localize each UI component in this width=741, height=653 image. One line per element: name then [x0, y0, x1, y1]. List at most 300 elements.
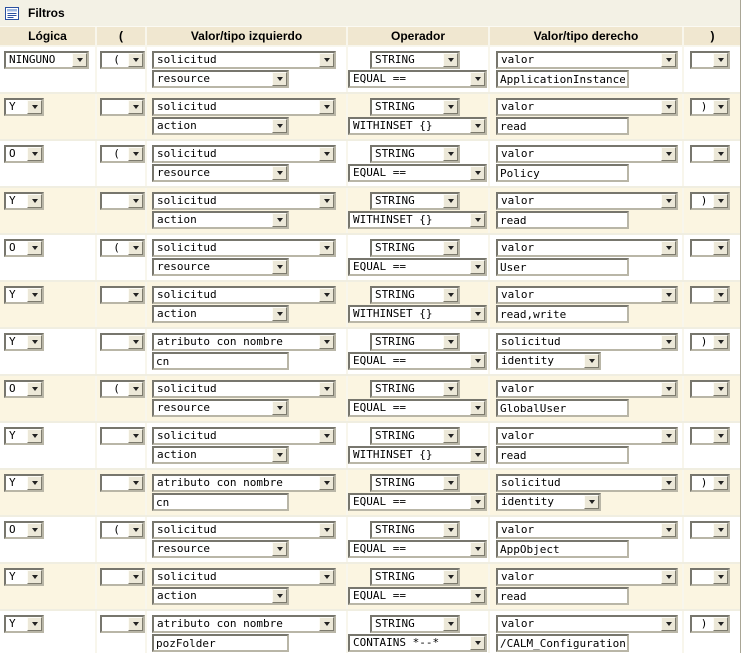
- dropdown-arrow-icon[interactable]: [443, 476, 458, 490]
- dropdown-arrow-icon[interactable]: [128, 53, 143, 67]
- open-paren-dropdown[interactable]: [100, 474, 145, 492]
- open-paren-dropdown[interactable]: [100, 615, 145, 633]
- logic-cell: [0, 235, 97, 280]
- operator-cell: [348, 47, 490, 92]
- left-type-dropdown[interactable]: solicitud: [152, 51, 336, 69]
- dropdown-arrow-icon[interactable]: [661, 194, 676, 208]
- close-paren-dropdown[interactable]: [690, 380, 730, 398]
- close-paren-dropdown[interactable]: ): [690, 615, 730, 633]
- operator-type-dropdown[interactable]: STRING: [370, 474, 460, 492]
- dropdown-arrow-icon[interactable]: [319, 476, 334, 490]
- dropdown-arrow-icon[interactable]: [661, 523, 676, 537]
- panel-titlebar: [0, 0, 740, 26]
- dropdown-arrow-icon[interactable]: [470, 401, 485, 415]
- operator-cell: [348, 329, 490, 374]
- dropdown-arrow-icon[interactable]: [713, 53, 728, 67]
- operator-type-dropdown[interactable]: STRING: [370, 521, 460, 539]
- dropdown-arrow-icon[interactable]: [272, 213, 287, 227]
- dropdown-arrow-icon[interactable]: [443, 617, 458, 631]
- left-type-dropdown[interactable]: solicitud: [152, 521, 336, 539]
- left-type-dropdown[interactable]: solicitud: [152, 380, 336, 398]
- right-value-slot: [496, 493, 601, 511]
- right-type-dropdown[interactable]: valor: [496, 568, 678, 586]
- right-value-slot: [496, 117, 629, 135]
- right-type-dropdown[interactable]: valor: [496, 192, 678, 210]
- right-type-dropdown[interactable]: valor: [496, 427, 678, 445]
- left-value-cell: [147, 517, 348, 562]
- open-paren-cell: [97, 47, 147, 92]
- dropdown-arrow-icon[interactable]: [272, 260, 287, 274]
- open-paren-dropdown[interactable]: (: [100, 51, 145, 69]
- logic-dropdown[interactable]: O: [4, 380, 44, 398]
- column-header-close-paren: ): [710, 29, 715, 43]
- dropdown-arrow-icon[interactable]: [661, 100, 676, 114]
- left-subtype-dropdown[interactable]: action: [152, 446, 289, 464]
- dropdown-arrow-icon[interactable]: [27, 147, 42, 161]
- operator-type-dropdown[interactable]: STRING: [370, 615, 460, 633]
- right-value-input[interactable]: [496, 164, 629, 182]
- filter-row: [0, 235, 740, 282]
- filter-row: [0, 141, 740, 188]
- left-value-slot: [152, 540, 289, 558]
- open-paren-dropdown[interactable]: [100, 427, 145, 445]
- close-paren-dropdown[interactable]: [690, 239, 730, 257]
- operator-type-dropdown[interactable]: STRING: [370, 192, 460, 210]
- right-type-dropdown[interactable]: solicitud: [496, 333, 678, 351]
- dropdown-arrow-icon[interactable]: [27, 617, 42, 631]
- dropdown-arrow-icon[interactable]: [319, 617, 334, 631]
- dropdown-arrow-icon[interactable]: [27, 429, 42, 443]
- right-value-slot: [496, 258, 629, 276]
- close-paren-dropdown[interactable]: [690, 427, 730, 445]
- right-value-slot: [496, 211, 629, 229]
- logic-cell: [0, 188, 97, 233]
- logic-dropdown[interactable]: O: [4, 521, 44, 539]
- logic-dropdown[interactable]: Y: [4, 615, 44, 633]
- dropdown-arrow-icon[interactable]: [661, 241, 676, 255]
- open-paren-cell: [97, 141, 147, 186]
- dropdown-arrow-icon[interactable]: [319, 570, 334, 584]
- right-value-cell: [490, 517, 684, 562]
- column-header-operator: Operador: [348, 27, 490, 45]
- operator-type-dropdown[interactable]: STRING: [370, 98, 460, 116]
- left-subtype-dropdown[interactable]: action: [152, 211, 289, 229]
- right-subtype-dropdown[interactable]: identity: [496, 493, 601, 511]
- dropdown-arrow-icon[interactable]: [443, 147, 458, 161]
- dropdown-arrow-icon[interactable]: [470, 119, 485, 133]
- dropdown-arrow-icon[interactable]: [319, 147, 334, 161]
- dropdown-arrow-icon[interactable]: [272, 307, 287, 321]
- left-type-dropdown[interactable]: atributo con nombre: [152, 615, 336, 633]
- dropdown-arrow-icon[interactable]: [713, 288, 728, 302]
- left-subtype-dropdown[interactable]: resource: [152, 164, 289, 182]
- dropdown-arrow-icon[interactable]: [319, 241, 334, 255]
- right-value-input[interactable]: [496, 305, 629, 323]
- left-type-dropdown[interactable]: solicitud: [152, 427, 336, 445]
- logic-cell: [0, 517, 97, 562]
- close-paren-cell: [684, 564, 741, 609]
- operator-dropdown[interactable]: EQUAL ==: [348, 258, 487, 276]
- dropdown-arrow-icon[interactable]: [272, 542, 287, 556]
- close-paren-dropdown[interactable]: ): [690, 474, 730, 492]
- dropdown-arrow-icon[interactable]: [128, 335, 143, 349]
- dropdown-arrow-icon[interactable]: [272, 589, 287, 603]
- right-type-dropdown[interactable]: solicitud: [496, 474, 678, 492]
- dropdown-arrow-icon[interactable]: [27, 335, 42, 349]
- close-paren-cell: [684, 376, 741, 421]
- dropdown-arrow-icon[interactable]: [319, 382, 334, 396]
- dropdown-arrow-icon[interactable]: [661, 147, 676, 161]
- dropdown-arrow-icon[interactable]: [319, 335, 334, 349]
- dropdown-arrow-icon[interactable]: [470, 542, 485, 556]
- operator-dropdown[interactable]: EQUAL ==: [348, 70, 487, 88]
- open-paren-dropdown[interactable]: [100, 333, 145, 351]
- dropdown-arrow-icon[interactable]: [319, 100, 334, 114]
- left-type-dropdown[interactable]: atributo con nombre: [152, 474, 336, 492]
- left-subtype-dropdown[interactable]: resource: [152, 540, 289, 558]
- left-value-slot: [152, 305, 289, 323]
- column-header-open-paren: (: [97, 27, 147, 45]
- logic-dropdown[interactable]: O: [4, 145, 44, 163]
- right-value-input[interactable]: [496, 540, 629, 558]
- logic-cell: [0, 282, 97, 327]
- dropdown-arrow-icon[interactable]: [27, 382, 42, 396]
- logic-cell: [0, 47, 97, 92]
- dropdown-arrow-icon[interactable]: [128, 617, 143, 631]
- open-paren-dropdown[interactable]: [100, 98, 145, 116]
- left-type-dropdown[interactable]: atributo con nombre: [152, 333, 336, 351]
- dropdown-arrow-icon[interactable]: [128, 429, 143, 443]
- dropdown-arrow-icon[interactable]: [443, 241, 458, 255]
- dropdown-arrow-icon[interactable]: [128, 523, 143, 537]
- close-paren-dropdown[interactable]: [690, 568, 730, 586]
- filter-row: [0, 376, 740, 423]
- dropdown-arrow-icon[interactable]: [272, 119, 287, 133]
- dropdown-arrow-icon[interactable]: [128, 241, 143, 255]
- operator-cell: [348, 376, 490, 421]
- right-value-input[interactable]: [496, 258, 629, 276]
- operator-dropdown[interactable]: WITHINSET {}: [348, 446, 487, 464]
- close-paren-dropdown[interactable]: [690, 51, 730, 69]
- dropdown-arrow-icon[interactable]: [319, 429, 334, 443]
- right-value-input[interactable]: [496, 399, 629, 417]
- right-value-slot: [496, 70, 629, 88]
- dropdown-arrow-icon[interactable]: [661, 53, 676, 67]
- logic-cell: [0, 564, 97, 609]
- open-paren-dropdown[interactable]: [100, 568, 145, 586]
- dropdown-arrow-icon[interactable]: [584, 354, 599, 368]
- operator-type-dropdown[interactable]: STRING: [370, 333, 460, 351]
- left-value-cell: [147, 94, 348, 139]
- dropdown-arrow-icon[interactable]: [128, 194, 143, 208]
- dropdown-arrow-icon[interactable]: [470, 260, 485, 274]
- open-paren-cell: [97, 94, 147, 139]
- left-type-dropdown[interactable]: solicitud: [152, 98, 336, 116]
- logic-dropdown[interactable]: NINGUNO: [4, 51, 89, 69]
- right-value-input[interactable]: [496, 446, 629, 464]
- dropdown-arrow-icon[interactable]: [713, 147, 728, 161]
- left-value-cell: [147, 188, 348, 233]
- dropdown-arrow-icon[interactable]: [319, 523, 334, 537]
- open-paren-cell: [97, 235, 147, 280]
- logic-cell: [0, 141, 97, 186]
- left-type-dropdown[interactable]: solicitud: [152, 192, 336, 210]
- dropdown-arrow-icon[interactable]: [27, 523, 42, 537]
- dropdown-arrow-icon[interactable]: [470, 354, 485, 368]
- logic-dropdown[interactable]: Y: [4, 568, 44, 586]
- dropdown-arrow-icon[interactable]: [470, 448, 485, 462]
- left-value-cell: [147, 470, 348, 515]
- operator-type-dropdown[interactable]: STRING: [370, 51, 460, 69]
- dropdown-arrow-icon[interactable]: [128, 288, 143, 302]
- left-value-slot: [152, 446, 289, 464]
- right-value-cell: [490, 235, 684, 280]
- right-value-cell: [490, 329, 684, 374]
- right-type-dropdown[interactable]: valor: [496, 615, 678, 633]
- dropdown-arrow-icon[interactable]: [713, 476, 728, 490]
- logic-cell: [0, 376, 97, 421]
- dropdown-arrow-icon[interactable]: [443, 429, 458, 443]
- dropdown-arrow-icon[interactable]: [470, 166, 485, 180]
- right-type-dropdown[interactable]: valor: [496, 286, 678, 304]
- dropdown-arrow-icon[interactable]: [128, 570, 143, 584]
- operator-dropdown[interactable]: EQUAL ==: [348, 399, 487, 417]
- dropdown-arrow-icon[interactable]: [661, 570, 676, 584]
- close-paren-dropdown[interactable]: [690, 286, 730, 304]
- open-paren-dropdown[interactable]: [100, 286, 145, 304]
- panel-title: Filtros: [28, 6, 65, 20]
- filter-row: [0, 564, 740, 611]
- operator-dropdown[interactable]: EQUAL ==: [348, 587, 487, 605]
- left-attr-name-input[interactable]: [152, 493, 289, 511]
- dropdown-arrow-icon[interactable]: [27, 194, 42, 208]
- dropdown-arrow-icon[interactable]: [443, 100, 458, 114]
- right-value-cell: [490, 282, 684, 327]
- operator-cell: [348, 611, 490, 653]
- operator-type-dropdown[interactable]: STRING: [370, 427, 460, 445]
- dropdown-arrow-icon[interactable]: [27, 570, 42, 584]
- logic-dropdown[interactable]: Y: [4, 192, 44, 210]
- close-paren-dropdown[interactable]: ): [690, 192, 730, 210]
- column-header-logica: Lógica: [0, 27, 97, 45]
- logic-dropdown[interactable]: Y: [4, 333, 44, 351]
- logic-cell: [0, 329, 97, 374]
- operator-dropdown[interactable]: WITHINSET {}: [348, 117, 487, 135]
- left-type-dropdown[interactable]: solicitud: [152, 145, 336, 163]
- right-value-slot: [496, 352, 601, 370]
- operator-type-dropdown[interactable]: STRING: [370, 568, 460, 586]
- left-type-dropdown[interactable]: solicitud: [152, 286, 336, 304]
- dropdown-arrow-icon[interactable]: [272, 401, 287, 415]
- close-paren-dropdown[interactable]: ): [690, 98, 730, 116]
- operator-cell: [348, 282, 490, 327]
- dropdown-arrow-icon[interactable]: [27, 476, 42, 490]
- right-value-input[interactable]: [496, 634, 629, 652]
- right-value-cell: [490, 423, 684, 468]
- filter-form-icon: [5, 6, 20, 21]
- dropdown-arrow-icon[interactable]: [272, 448, 287, 462]
- dropdown-arrow-icon[interactable]: [128, 100, 143, 114]
- left-subtype-dropdown[interactable]: action: [152, 587, 289, 605]
- dropdown-arrow-icon[interactable]: [319, 53, 334, 67]
- right-type-dropdown[interactable]: valor: [496, 380, 678, 398]
- operator-cell: [348, 564, 490, 609]
- dropdown-arrow-icon[interactable]: [661, 335, 676, 349]
- left-subtype-dropdown[interactable]: action: [152, 117, 289, 135]
- open-paren-dropdown[interactable]: (: [100, 239, 145, 257]
- left-attr-name-input[interactable]: [152, 634, 289, 652]
- operator-type-dropdown[interactable]: STRING: [370, 380, 460, 398]
- dropdown-arrow-icon[interactable]: [443, 523, 458, 537]
- open-paren-cell: [97, 329, 147, 374]
- left-type-dropdown[interactable]: solicitud: [152, 568, 336, 586]
- logic-dropdown[interactable]: Y: [4, 286, 44, 304]
- dropdown-arrow-icon[interactable]: [443, 194, 458, 208]
- left-subtype-dropdown[interactable]: resource: [152, 399, 289, 417]
- dropdown-arrow-icon[interactable]: [713, 523, 728, 537]
- dropdown-arrow-icon[interactable]: [713, 100, 728, 114]
- close-paren-dropdown[interactable]: ): [690, 333, 730, 351]
- dropdown-arrow-icon[interactable]: [272, 166, 287, 180]
- open-paren-cell: [97, 564, 147, 609]
- operator-dropdown[interactable]: WITHINSET {}: [348, 211, 487, 229]
- operator-dropdown[interactable]: EQUAL ==: [348, 540, 487, 558]
- right-type-dropdown[interactable]: valor: [496, 51, 678, 69]
- left-type-dropdown[interactable]: solicitud: [152, 239, 336, 257]
- dropdown-arrow-icon[interactable]: [128, 476, 143, 490]
- logic-dropdown[interactable]: Y: [4, 427, 44, 445]
- dropdown-arrow-icon[interactable]: [470, 72, 485, 86]
- open-paren-cell: [97, 376, 147, 421]
- left-value-cell: [147, 282, 348, 327]
- open-paren-dropdown[interactable]: (: [100, 145, 145, 163]
- right-value-cell: [490, 470, 684, 515]
- right-type-dropdown[interactable]: valor: [496, 98, 678, 116]
- open-paren-dropdown[interactable]: (: [100, 380, 145, 398]
- operator-type-dropdown[interactable]: STRING: [370, 286, 460, 304]
- dropdown-arrow-icon[interactable]: [584, 495, 599, 509]
- dropdown-arrow-icon[interactable]: [713, 194, 728, 208]
- filter-row: [0, 423, 740, 470]
- close-paren-dropdown[interactable]: [690, 521, 730, 539]
- operator-dropdown[interactable]: EQUAL ==: [348, 493, 487, 511]
- operator-dropdown[interactable]: CONTAINS *--*: [348, 634, 487, 652]
- operator-dropdown[interactable]: EQUAL ==: [348, 352, 487, 370]
- dropdown-arrow-icon[interactable]: [443, 382, 458, 396]
- right-value-cell: [490, 564, 684, 609]
- right-value-slot: [496, 399, 629, 417]
- dropdown-arrow-icon[interactable]: [661, 382, 676, 396]
- dropdown-arrow-icon[interactable]: [713, 429, 728, 443]
- dropdown-arrow-icon[interactable]: [128, 147, 143, 161]
- dropdown-arrow-icon[interactable]: [72, 53, 87, 67]
- left-value-slot: [152, 399, 289, 417]
- right-value-input[interactable]: [496, 587, 629, 605]
- right-value-cell: [490, 94, 684, 139]
- dropdown-arrow-icon[interactable]: [470, 636, 485, 650]
- right-value-input[interactable]: [496, 211, 629, 229]
- dropdown-arrow-icon[interactable]: [319, 194, 334, 208]
- close-paren-dropdown[interactable]: [690, 145, 730, 163]
- dropdown-arrow-icon[interactable]: [27, 288, 42, 302]
- operator-cell: [348, 141, 490, 186]
- dropdown-arrow-icon[interactable]: [128, 382, 143, 396]
- logic-cell: [0, 611, 97, 653]
- right-value-cell: [490, 611, 684, 653]
- open-paren-dropdown[interactable]: (: [100, 521, 145, 539]
- left-subtype-dropdown[interactable]: resource: [152, 70, 289, 88]
- dropdown-arrow-icon[interactable]: [713, 241, 728, 255]
- right-type-dropdown[interactable]: valor: [496, 145, 678, 163]
- left-subtype-dropdown[interactable]: action: [152, 305, 289, 323]
- left-attr-name-input[interactable]: [152, 352, 289, 370]
- open-paren-dropdown[interactable]: [100, 192, 145, 210]
- right-value-input[interactable]: [496, 70, 629, 88]
- right-type-dropdown[interactable]: valor: [496, 521, 678, 539]
- left-value-cell: [147, 235, 348, 280]
- filter-row: [0, 94, 740, 141]
- dropdown-arrow-icon[interactable]: [272, 72, 287, 86]
- left-subtype-dropdown[interactable]: resource: [152, 258, 289, 276]
- operator-cell: [348, 470, 490, 515]
- dropdown-arrow-icon[interactable]: [661, 476, 676, 490]
- close-paren-cell: [684, 235, 741, 280]
- dropdown-arrow-icon[interactable]: [661, 288, 676, 302]
- close-paren-cell: [684, 517, 741, 562]
- dropdown-arrow-icon[interactable]: [443, 288, 458, 302]
- logic-dropdown[interactable]: Y: [4, 474, 44, 492]
- operator-type-dropdown[interactable]: STRING: [370, 239, 460, 257]
- logic-dropdown[interactable]: Y: [4, 98, 44, 116]
- right-value-slot: [496, 305, 629, 323]
- right-type-dropdown[interactable]: valor: [496, 239, 678, 257]
- close-paren-cell: [684, 141, 741, 186]
- dropdown-arrow-icon[interactable]: [713, 382, 728, 396]
- logic-dropdown[interactable]: O: [4, 239, 44, 257]
- left-value-cell: [147, 329, 348, 374]
- dropdown-arrow-icon[interactable]: [661, 617, 676, 631]
- dropdown-arrow-icon[interactable]: [470, 589, 485, 603]
- left-value-cell: [147, 423, 348, 468]
- dropdown-arrow-icon[interactable]: [443, 570, 458, 584]
- dropdown-arrow-icon[interactable]: [443, 53, 458, 67]
- operator-dropdown[interactable]: EQUAL ==: [348, 164, 487, 182]
- dropdown-arrow-icon[interactable]: [713, 335, 728, 349]
- operator-type-dropdown[interactable]: STRING: [370, 145, 460, 163]
- left-value-slot: [152, 493, 289, 511]
- logic-cell: [0, 470, 97, 515]
- left-value-cell: [147, 564, 348, 609]
- dropdown-arrow-icon[interactable]: [319, 288, 334, 302]
- dropdown-arrow-icon[interactable]: [27, 100, 42, 114]
- dropdown-arrow-icon[interactable]: [470, 495, 485, 509]
- right-subtype-dropdown[interactable]: identity: [496, 352, 601, 370]
- left-value-slot: [152, 211, 289, 229]
- operator-cell: [348, 517, 490, 562]
- dropdown-arrow-icon[interactable]: [470, 307, 485, 321]
- close-paren-cell: [684, 329, 741, 374]
- right-value-input[interactable]: [496, 117, 629, 135]
- dropdown-arrow-icon[interactable]: [713, 570, 728, 584]
- filter-row: [0, 282, 740, 329]
- open-paren-cell: [97, 517, 147, 562]
- dropdown-arrow-icon[interactable]: [470, 213, 485, 227]
- dropdown-arrow-icon[interactable]: [661, 429, 676, 443]
- dropdown-arrow-icon[interactable]: [713, 617, 728, 631]
- dropdown-arrow-icon[interactable]: [27, 241, 42, 255]
- dropdown-arrow-icon[interactable]: [443, 335, 458, 349]
- operator-dropdown[interactable]: WITHINSET {}: [348, 305, 487, 323]
